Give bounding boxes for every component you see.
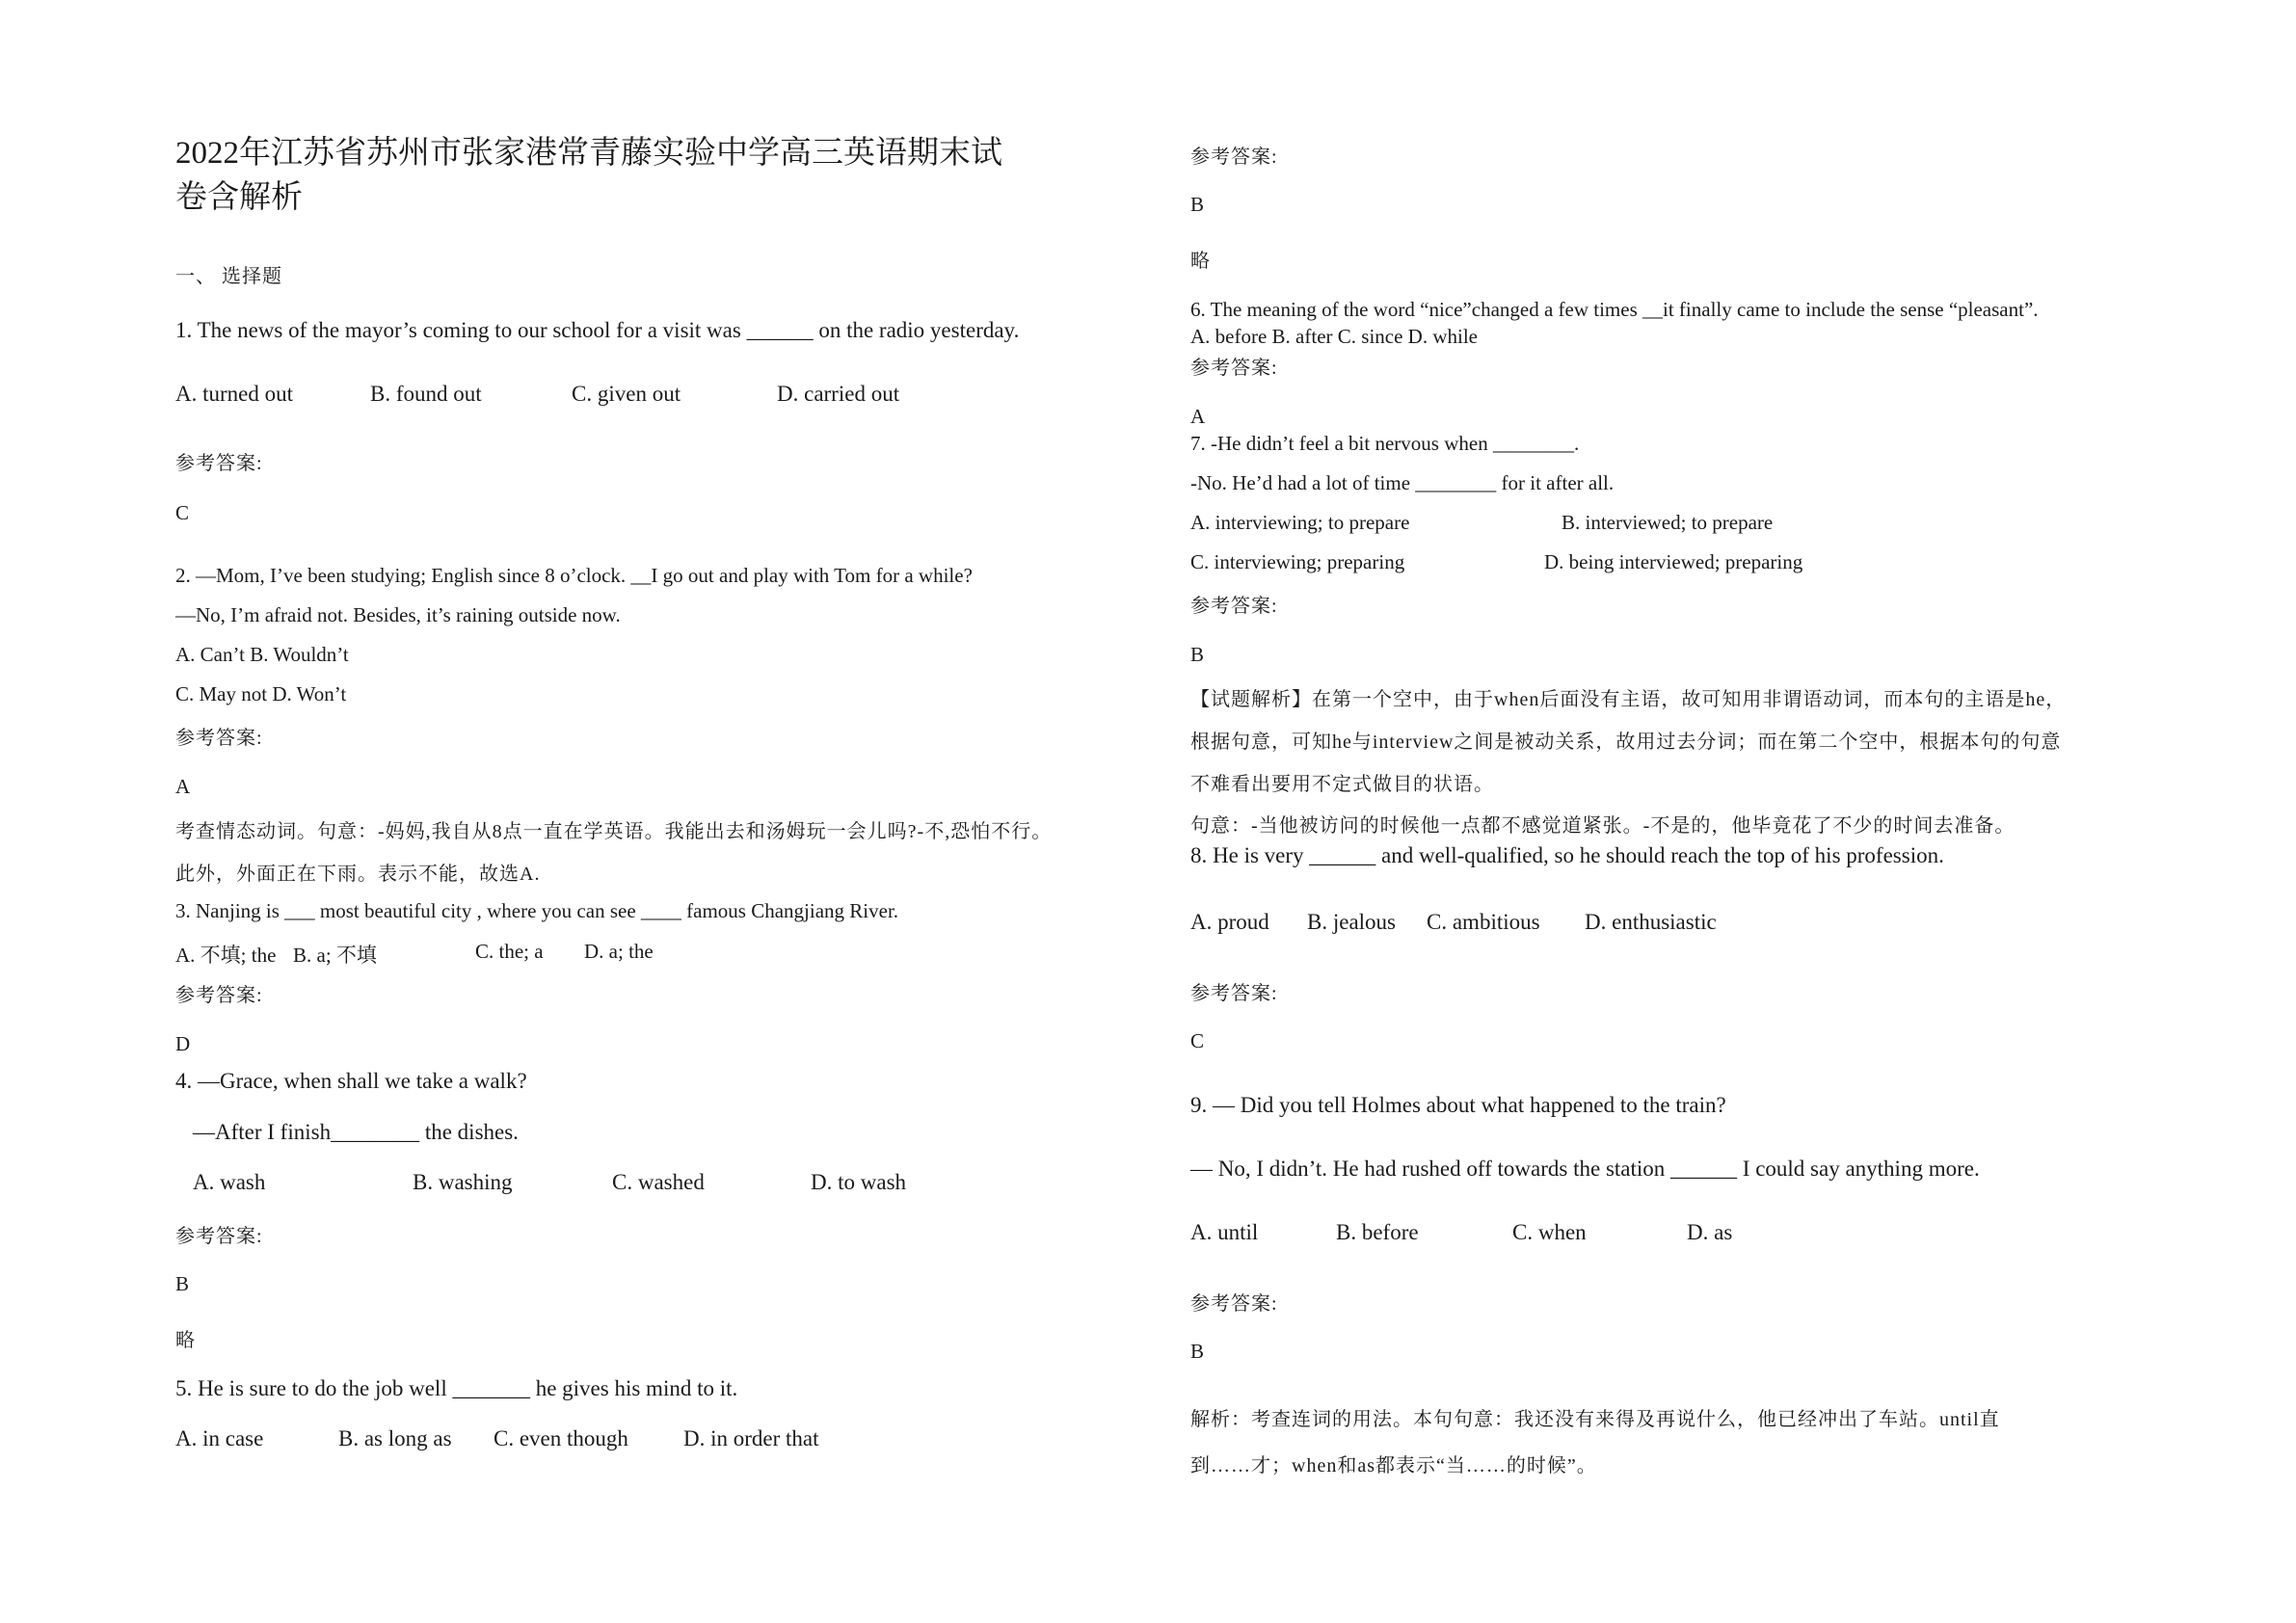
answer-label: 参考答案:: [1190, 146, 1278, 168]
answer-label: 参考答案:: [1190, 358, 1278, 379]
question-7-line2: -No. He’d had a lot of time ________ for it after all.: [1190, 471, 1615, 494]
question-3-answer: D: [175, 1032, 191, 1055]
question-6-stem: 6. The meaning of the word “nice”changed a few times __it finally came to include the sense “pleasant”.: [1190, 298, 2039, 321]
question-2-explanation-line1: 考查情态动词。句意：-妈妈,我自从8点一直在学英语。我能出去和汤姆玩一会儿吗?-不,恐怕不行。: [175, 821, 1053, 842]
left-column: [0, 0, 1147, 1623]
question-8-option-d: D. enthusiastic: [1585, 910, 1717, 934]
question-4-line2: —After I finish________ the dishes.: [193, 1120, 519, 1144]
question-9-option-a: A. until: [1190, 1220, 1259, 1244]
question-7-option-d: D. being interviewed; preparing: [1544, 550, 1803, 573]
question-5-option-c: C. even though: [494, 1426, 628, 1450]
question-4-option-a: A. wash: [193, 1170, 266, 1194]
question-5-option-b: B. as long as: [338, 1426, 452, 1450]
question-7-explanation-line3: 不难看出要用不定式做目的状语。: [1190, 774, 1494, 795]
question-1-option-c: C. given out: [572, 382, 681, 406]
answer-label: 参考答案:: [1190, 1293, 1278, 1315]
question-3-option-d: D. a; the: [584, 940, 654, 963]
section-heading: 一、 选择题: [175, 266, 282, 287]
answer-label: 参考答案:: [175, 453, 263, 474]
question-1-stem: 1. The news of the mayor’s coming to our school for a visit was ______ on the radio yesterday.: [175, 318, 1020, 342]
question-9-option-c: C. when: [1512, 1220, 1587, 1244]
question-9-option-b: B. before: [1336, 1220, 1419, 1244]
question-4-option-d: D. to wash: [811, 1170, 907, 1194]
answer-label: 参考答案:: [1190, 596, 1278, 617]
question-9-explanation-line1: 解析：考查连词的用法。本句句意：我还没有来得及再说什么，他已经冲出了车站。until直: [1190, 1409, 2000, 1430]
question-7-answer: B: [1190, 643, 1205, 666]
right-column: [1147, 0, 2296, 1623]
question-7-option-a: A. interviewing; to prepare: [1190, 511, 1410, 534]
question-4-line1: 4. —Grace, when shall we take a walk?: [175, 1069, 527, 1093]
question-3-option-a: A. 不填; the: [175, 944, 277, 967]
question-6-options: A. before B. after C. since D. while: [1190, 325, 1478, 348]
question-7-option-b: B. interviewed; to prepare: [1562, 511, 1774, 534]
question-3-option-c: C. the; a: [475, 940, 544, 963]
question-5-answer: B: [1190, 193, 1205, 216]
question-8-option-c: C. ambitious: [1427, 910, 1540, 934]
question-5-option-a: A. in case: [175, 1426, 264, 1450]
question-8-option-b: B. jealous: [1307, 910, 1396, 934]
question-2-line2: —No, I’m afraid not. Besides, it’s raining outside now.: [175, 603, 621, 626]
question-1-option-d: D. carried out: [777, 382, 900, 406]
question-2-answer: A: [175, 775, 191, 798]
page-title: 2022年江苏省苏州市张家港常青藤实验中学高三英语期末试: [175, 136, 1002, 171]
question-4-option-b: B. washing: [413, 1170, 513, 1194]
question-4-note: 略: [175, 1330, 196, 1351]
question-2-options-row1: A. Can’t B. Wouldn’t: [175, 643, 349, 666]
answer-label: 参考答案:: [1190, 983, 1278, 1004]
question-9-line1: 9. — Did you tell Holmes about what happened to the train?: [1190, 1093, 1726, 1117]
question-5-stem: 5. He is sure to do the job well _______ he gives his mind to it.: [175, 1376, 738, 1400]
question-2-line1: 2. —Mom, I’ve been studying; English since 8 o’clock. __I go out and play with Tom for a while?: [175, 564, 973, 587]
answer-label: 参考答案:: [175, 1226, 263, 1247]
question-1-answer: C: [175, 501, 190, 524]
question-7-explanation-line4: 句意：-当他被访问的时候他一点都不感觉道紧张。-不是的，他毕竟花了不少的时间去准备。: [1190, 815, 2016, 837]
question-7-option-c: C. interviewing; preparing: [1190, 550, 1405, 573]
question-9-explanation-line2: 到……才；when和as都表示“当……的时候”。: [1190, 1455, 1597, 1477]
question-2-explanation-line2: 此外，外面正在下雨。表示不能，故选A.: [175, 864, 541, 885]
question-7-explanation-line2: 根据句意，可知he与interview之间是被动关系，故用过去分词；而在第二个空中，根据本句的句意: [1190, 732, 2062, 753]
answer-label: 参考答案:: [175, 728, 263, 749]
question-9-answer: B: [1190, 1340, 1205, 1363]
question-3-stem: 3. Nanjing is ___ most beautiful city , where you can see ____ famous Changjiang River.: [175, 899, 899, 922]
question-3-option-b: B. a; 不填: [293, 944, 377, 967]
question-8-stem: 8. He is very ______ and well-qualified, so he should reach the top of his profession.: [1190, 843, 1944, 867]
question-1-option-b: B. found out: [370, 382, 482, 406]
question-9-option-d: D. as: [1687, 1220, 1733, 1244]
question-8-answer: C: [1190, 1029, 1205, 1052]
question-7-explanation-line1: 【试题解析】在第一个空中，由于when后面没有主语，故可知用非谓语动词，而本句的主语是he，: [1190, 689, 2067, 710]
question-7-line1: 7. -He didn’t feel a bit nervous when ________.: [1190, 432, 1580, 455]
question-4-option-c: C. washed: [612, 1170, 705, 1194]
question-2-options-row2: C. May not D. Won’t: [175, 682, 347, 705]
question-1-option-a: A. turned out: [175, 382, 294, 406]
question-9-line2: — No, I didn’t. He had rushed off towards the station ______ I could say anything more.: [1190, 1157, 1980, 1181]
answer-label: 参考答案:: [175, 985, 263, 1006]
page-title-line2: 卷含解析: [175, 180, 303, 215]
question-8-option-a: A. proud: [1190, 910, 1269, 934]
question-5-option-d: D. in order that: [683, 1426, 819, 1450]
question-6-answer: A: [1190, 405, 1206, 428]
question-4-answer: B: [175, 1272, 190, 1295]
question-5-note: 略: [1190, 251, 1211, 272]
